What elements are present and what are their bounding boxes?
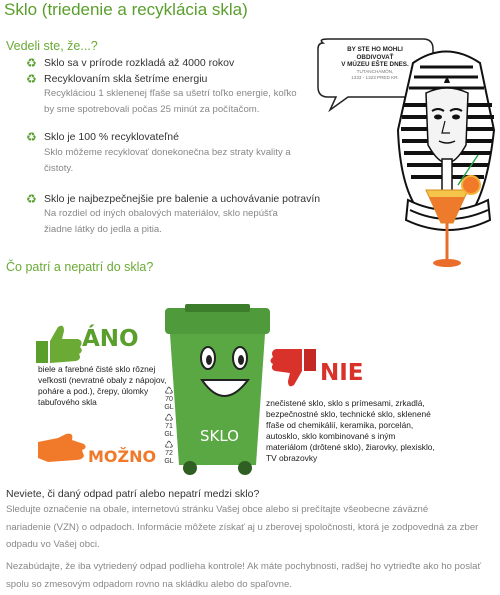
ano-line: veľkosti (nevratné obaly z nápojov,	[38, 375, 167, 385]
mozno-label: MOŽNO	[88, 447, 157, 466]
bin-label: SKLO	[200, 427, 239, 445]
recycle-code-number: 70	[165, 396, 173, 403]
speech-line: BY STE HO MOHLI	[347, 46, 403, 53]
fact-description: žiadne látky do jedla a pitia.	[44, 224, 162, 235]
speech-line: V MÚZEU EŠTE DNES.	[341, 61, 409, 68]
recycle-triangle-icon: ♺	[164, 413, 174, 424]
bottom-paragraph-2	[6, 558, 481, 593]
recycle-icon: ♻	[26, 130, 37, 144]
nie-label: NIE	[320, 360, 364, 386]
paragraph-line: odpadu vo Vašej obci.	[6, 539, 100, 550]
thumbs-up-icon	[34, 323, 84, 365]
paragraph-line: Sledujte označenie na obale, internetovú stránku Vašej obce alebo si prečítajte všeobecne záväzné	[6, 504, 429, 515]
ano-line: poháre a pod.), črepy, úlomky	[38, 386, 149, 396]
recycle-code-badge	[160, 442, 178, 466]
ano-list	[38, 364, 166, 408]
bottom-question: Neviete, či daný odpad patrí alebo nepatrí medzi sklo?	[6, 488, 260, 500]
nie-line: autosklo, sklo kombinované s iným	[266, 431, 396, 441]
fact-description: Na rozdiel od iných obalových materiálov, sklo nepúšťa	[44, 208, 278, 219]
recycle-triangle-icon: ♺	[164, 386, 174, 397]
nie-line: materiálom (drôtené sklo), žiarovky, plexisklo,	[266, 442, 435, 452]
recycle-code-text: GL	[164, 458, 174, 465]
paragraph-line: nariadenie (VZN) o odpadoch. Informácie môžete získať aj u zberovej spoločnosti, ktorá je zodpovedná za zber	[6, 521, 479, 533]
fact-title: Sklo sa v prírode rozkladá až 4000 rokov	[44, 57, 235, 69]
recycle-code-badge	[160, 415, 178, 439]
bottom-paragraph-1	[6, 501, 478, 554]
recycle-code-text: GL	[164, 404, 174, 411]
speech-bubble-text	[324, 46, 426, 81]
paragraph-line: Nezabúdajte, že iba vytriedený odpad podlieha kontrole! Ak máte pochybnosti, radšej ho vytrieďte ako ho poslať	[6, 561, 482, 572]
speech-caption: 1333 - 1323 PRED KR.	[351, 74, 399, 80]
page-title: Sklo (triedenie a recyklácia skla)	[4, 0, 248, 19]
fact-description: Sklo môžeme recyklovať donekonečna bez straty kvality a	[44, 147, 291, 158]
speech-caption: TUTANCHAMÓN,	[356, 68, 394, 74]
paragraph-line: spolu so zmesovým odpadom rovno na skládku alebo do spaľovne.	[6, 578, 292, 590]
recycle-triangle-icon: ♺	[164, 440, 174, 451]
recycle-icon: ♻	[26, 72, 37, 86]
ano-label: ÁNO	[82, 326, 139, 352]
recycle-icon: ♻	[26, 192, 37, 206]
nie-line: TV obrazovky	[266, 453, 318, 463]
fact-description: čistoty.	[44, 163, 74, 174]
fact-title: Sklo je najbezpečnejšie pre balenie a uchovávanie potravín	[44, 193, 321, 205]
nie-line: znečistené sklo, sklo s prímesami, zrkadlá,	[266, 398, 425, 408]
section-heading-what-belongs: Čo patrí a nepatrí do skla?	[6, 260, 154, 274]
recycle-code-number: 72	[165, 450, 173, 457]
nie-line: bezpečnostné sklo, technické sklo, sklenené	[266, 409, 431, 419]
ano-line: tabuľového skla	[38, 397, 97, 407]
fact-title: Sklo je 100 % recyklovateľné	[44, 131, 179, 143]
nie-list	[266, 398, 435, 464]
recycle-code-badge	[160, 388, 178, 412]
fact-description: by sme spotrebovali počas 25 minút za počítačom.	[44, 104, 260, 115]
recycle-code-number: 71	[165, 423, 173, 430]
thumbs-down-icon	[268, 347, 318, 389]
ano-line: biele a farebné čisté sklo rôznej	[38, 364, 156, 374]
fact-title: Recyklovaním skla šetríme energiu	[44, 73, 208, 85]
fact-description: Recykláciou 1 sklenenej fľaše sa ušetrí toľko energie, koľko	[44, 88, 297, 99]
section-heading-did-you-know: Vedeli ste, že...?	[6, 39, 98, 53]
thumbs-sideways-icon	[36, 432, 88, 466]
speech-line: OBDIVOVAŤ	[356, 53, 394, 61]
recycle-icon: ♻	[26, 56, 37, 70]
recycle-code-text: GL	[164, 431, 174, 438]
nie-line: fľaše od chemikálií, keramika, porcelán,	[266, 420, 414, 430]
